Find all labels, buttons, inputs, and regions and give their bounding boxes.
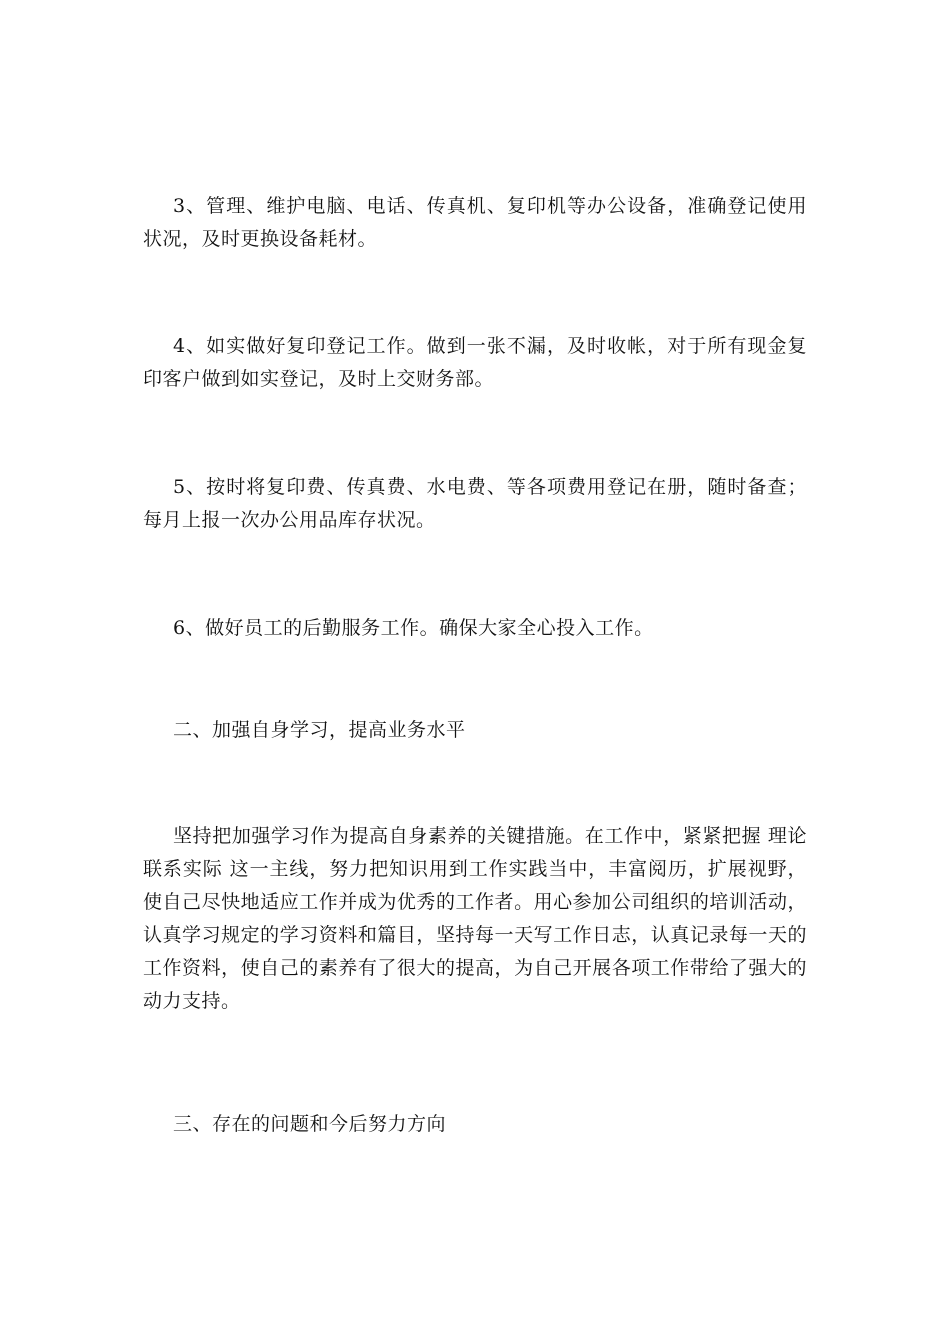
section-two-heading: 二、加强自身学习，提高业务水平 (173, 719, 466, 741)
item-paragraph-5: 5、按时将复印费、传真费、水电费、等各项费用登记在册，随时备查；每月上报一次办公用品库存状况。 (143, 476, 807, 531)
section-two-body: 坚持把加强学习作为提高自身素养的关键措施。在工作中，紧紧把握 理论联系实际 这一主线，努力把知识用到工作实践当中，丰富阅历，扩展视野，使自己尽快地适应工作并成为优秀的工作者。用心参加公司组织的培训活动，认真学习规定的学习资料和篇目，坚持每一天写工作日志，认真记录每一天的工作资料，使自己的素养有了很大的提高，为自己开展各项工作带给了强大的动力支持。 (143, 825, 807, 1012)
section-three-heading: 三、存在的问题和今后努力方向 (173, 1113, 447, 1135)
item-paragraph-6: 6、做好员工的后勤服务工作。确保大家全心投入工作。 (173, 617, 654, 639)
item-paragraph-4: 4、如实做好复印登记工作。做到一张不漏，及时收帐，对于所有现金复印客户做到如实登记，及时上交财务部。 (143, 335, 807, 390)
item-paragraph-3: 3、管理、维护电脑、电话、传真机、复印机等办公设备，准确登记使用状况，及时更换设备耗材。 (143, 195, 807, 250)
